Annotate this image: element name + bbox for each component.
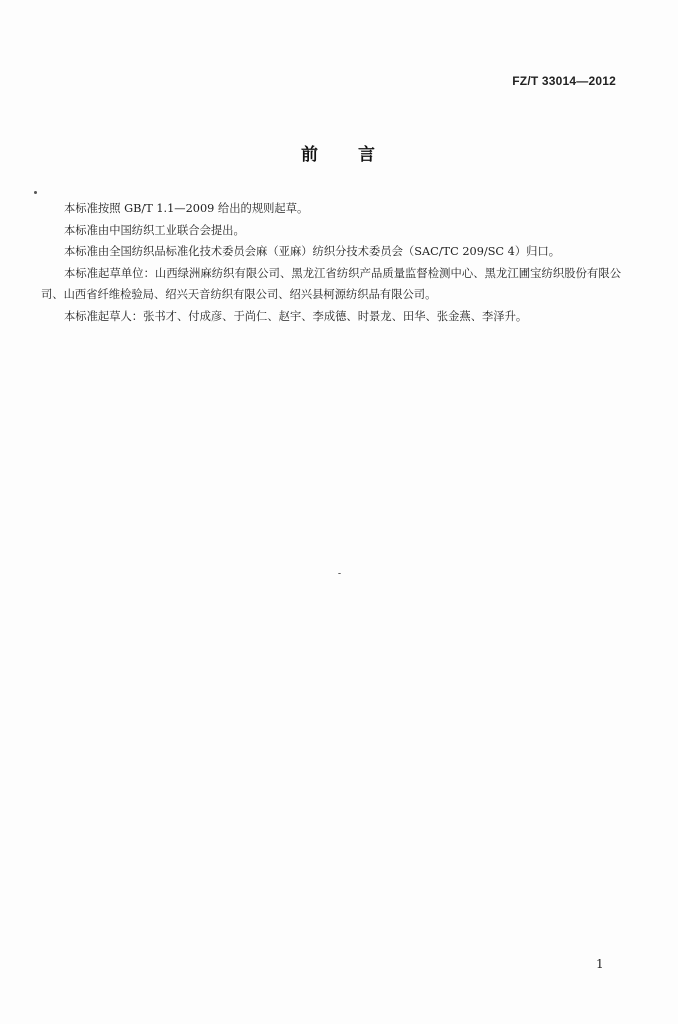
page-number: 1 (596, 957, 604, 971)
paragraph-drafting-rules: 本标准按照 GB/T 1.1—2009 给出的规则起草。 (64, 202, 309, 215)
paragraph-drafters: 本标准起草人：张书才、付成彦、于尚仁、赵宇、李成德、时景龙、田华、张金燕、李泽升。 (64, 309, 528, 323)
foreword-body (41, 198, 621, 328)
standard-number: FZ/T 33014—2012 (512, 74, 616, 88)
paragraph-drafting-units: 本标准起草单位：山西绿洲麻纺织有限公司、黑龙江省纺织产品质量监督检测中心、黑龙江圃宝纺织股份有限公司、山西省纤维检验局、绍兴天音纺织有限公司、绍兴县柯源纺织品有限公司。 (41, 266, 621, 302)
page-title (0, 140, 678, 165)
title-char-2: 言 (358, 145, 377, 165)
paragraph-proposer: 本标准由中国纺织工业联合会提出。 (64, 223, 245, 237)
title-char-1: 前 (301, 145, 320, 165)
scan-speck (338, 573, 341, 574)
scan-speck (34, 191, 37, 194)
paragraph-governing-committee: 本标准由全国纺织品标准化技术委员会麻（亚麻）纺织分技术委员会（SAC/TC 209/SC 4）归口。 (64, 245, 561, 259)
